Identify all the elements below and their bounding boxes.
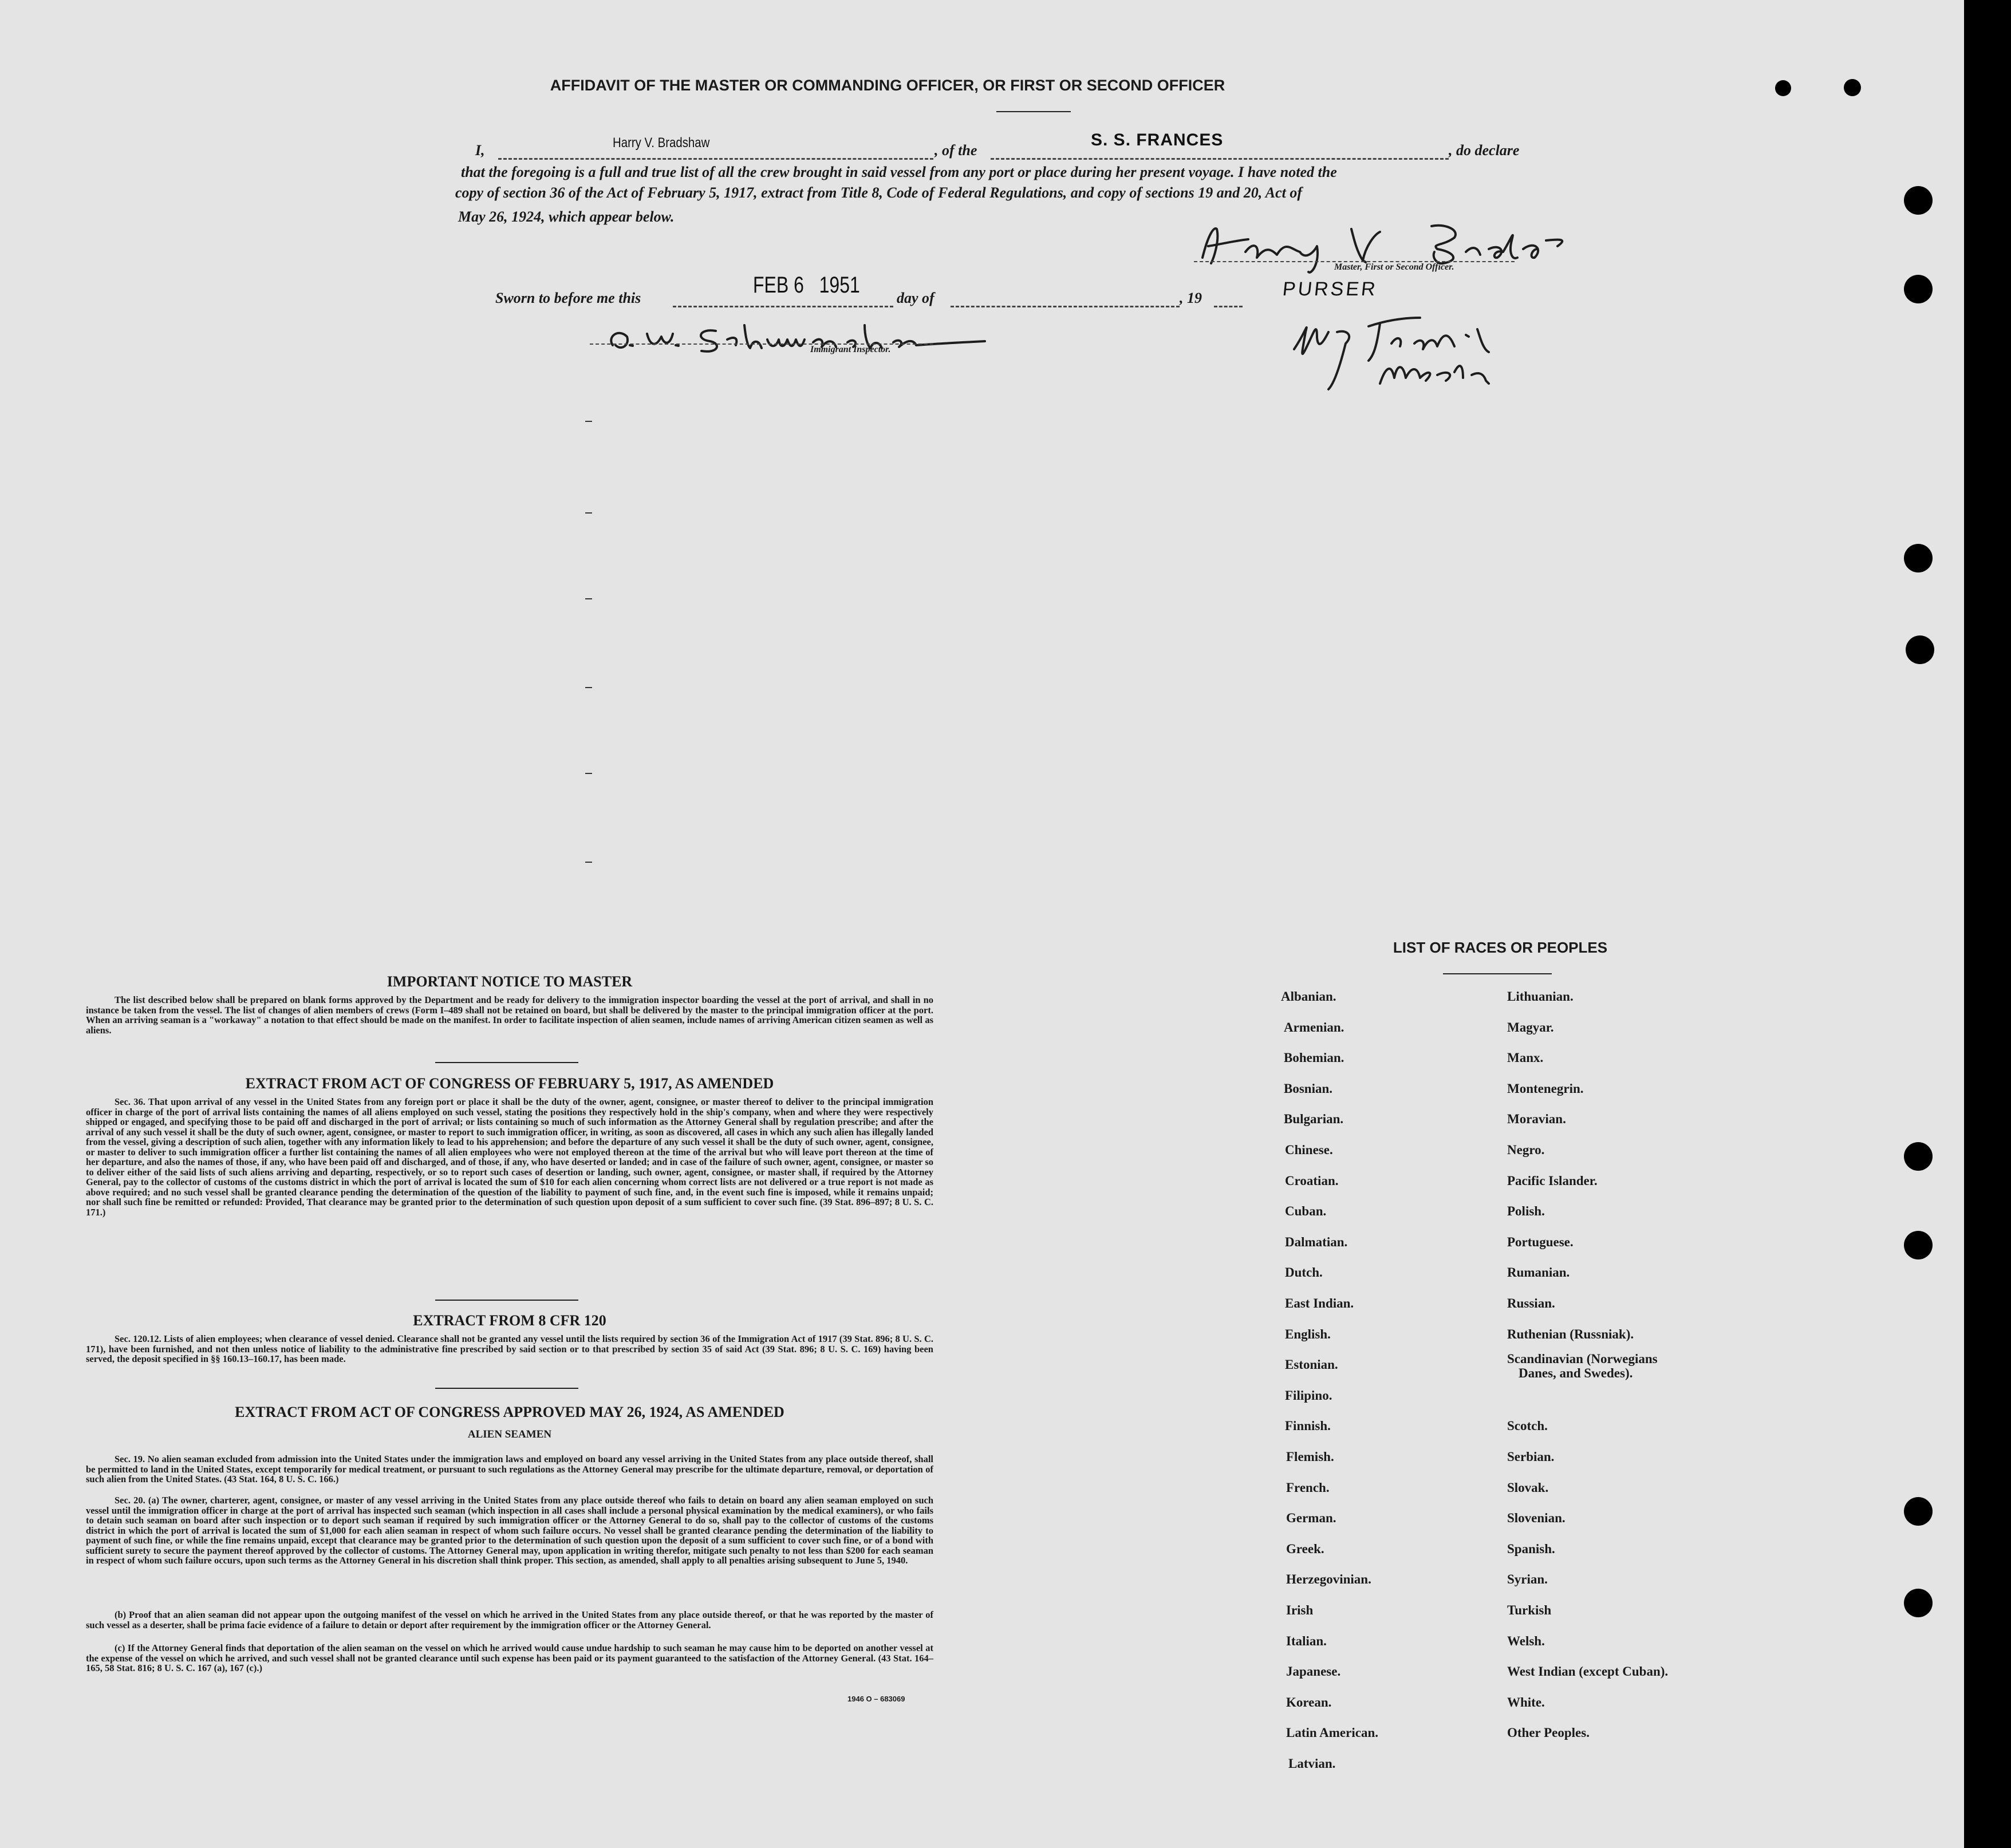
punch-hole <box>1904 1231 1933 1259</box>
master-name-value: Harry V. Bradshaw <box>613 135 710 151</box>
punch-hole <box>1904 544 1933 572</box>
race-item: White. <box>1507 1695 1545 1709</box>
affidavit-body-line2: copy of section 36 of the Act of February 5, 1917, extract from Title 8, Code of Federal Regulations, and copy of sections 19 and 20, Act of <box>455 184 1302 201</box>
vessel-name-value: S. S. FRANCES <box>1091 131 1224 149</box>
race-item: Chinese. <box>1285 1143 1333 1157</box>
race-item: West Indian (except Cuban). <box>1507 1664 1669 1679</box>
extract-1917-title: EXTRACT FROM ACT OF CONGRESS OF FEBRUARY 5, 1917, AS AMENDED <box>245 1075 774 1092</box>
race-item: Russian. <box>1507 1296 1555 1310</box>
inspector-caption: Immigrant Inspector. <box>810 345 891 354</box>
race-item: Italian. <box>1286 1633 1327 1648</box>
race-item: Scotch. <box>1507 1419 1548 1434</box>
extract-1924-sec20c: (c) If the Attorney General finds that deportation of the alien seaman on the vessel on which he arrived would cause undue hardship to such seaman he may cause him to be deported on another vessel at the expense of the vessel on which he arrived, and such vessel shall not be granted clearance until such expense has been paid or its payment guaranteed to the satisfaction of the Attorney General. (43 Stat. 164–165, 58 Stat. 816; 8 U. S. C. 167 (a), 167 (c).) <box>86 1642 933 1673</box>
extract-cfr-title: EXTRACT FROM 8 CFR 120 <box>413 1312 606 1329</box>
race-item: Welsh. <box>1507 1633 1545 1648</box>
guide-mark <box>585 773 592 774</box>
race-item: Slovenian. <box>1507 1511 1566 1526</box>
race-item: Slovak. <box>1507 1480 1549 1495</box>
section-rule <box>435 1388 578 1389</box>
race-item: Filipino. <box>1285 1388 1332 1403</box>
print-code: 1946 O – 683069 <box>847 1695 905 1703</box>
punch-hole <box>1904 1589 1933 1617</box>
extract-1924-sec20a: Sec. 20. (a) The owner, charterer, agent, consignee, or master of any vessel arriving in the United States from any place outside thereof who fails to detain on board any alien seaman employed on such vessel until the immigration officer in charge at the port of arrival has inspected such seaman (which inspection in all cases shall include a personal physical examination by the medical examiners), or who fails to detain such seaman on board after such inspection or to deport such seaman if required by such immigration officer or the Attorney General to do so, shall pay to the collector of customs of the customs district in which the port of arrival is located the sum of $1,000 for each alien seaman in respect of whom such failure occurs. No vessel shall be granted clearance pending the determination of the liability to payment of such fine, or while the fine remains unpaid, except that clearance may be granted prior to the determination of such question upon the deposit of a sum sufficient to cover such fine, or of a bond with sufficient surety to secure the payment thereof approved by the collector of customs. The Attorney General may, upon application in writing therefor, mitigate such penalty to not less than $200 for each seaman in respect of whom such failure occurs, upon such terms as the Attorney General in his discretion shall think proper. This section, as amended, shall apply to all penalties arising subsequent to June 5, 1940. <box>86 1495 933 1566</box>
race-item: Montenegrin. <box>1507 1081 1584 1096</box>
race-item: Serbian. <box>1507 1450 1555 1464</box>
race-item: Ruthenian (Russniak). <box>1507 1326 1634 1341</box>
extract-1924-sec19: Sec. 19. No alien seaman excluded from admission into the United States under the immigration laws and employed on board any vessel arriving in the United States from any place outside thereof, shall be permitted to land in the United States, except temporarily for medical treatment, or pursuant to such regulations as the Attorney General may prescribe for the ultimate departure, removal, or deportation of such alien from the United States. (43 Stat. 164, 8 U. S. C. 166.) <box>86 1454 933 1484</box>
race-item: Other Peoples. <box>1507 1725 1590 1740</box>
race-item: German. <box>1286 1511 1336 1526</box>
race-item: Magyar. <box>1507 1020 1554 1034</box>
sworn-date-stamp: FEB 6 1951 <box>753 273 860 298</box>
extract-1917-text: Sec. 36. That upon arrival of any vessel in the United States from any foreign port or place it shall be the duty of the owner, agent, consignee, or master thereof to deliver to the principal immigration officer in charge of the port of arrival lists containing the names of all aliens employed on such vessel, stating the positions they respectively hold in the ship's company, when and where they were respectively shipped or engaged, and specifying those to be paid off and discharged in the port of arrival; or lists containing so much of such information as the Attorney General shall by regulation prescribe; and after the arrival of any such vessel it shall be the duty of such owner, agent, consignee, or master to report to such immigration officer, in writing, as soon as discovered, all cases in which any such alien has illegally landed from the vessel, giving a description of such alien, together with any information likely to lead to his apprehension; and before the departure of any such vessel it shall be the duty of such owner, agent, consignee, or master to deliver to such immigration officer a further list containing the names of all alien employees who were not employed thereon at the time of the arrival but who will leave port thereon at the time of her departure, and also the names of those, if any, who have been paid off and discharged, and of those, if any, who have deserted or landed; and in case of the failure of such owner, agent, consignee, or master so to deliver either of the said lists of such aliens arriving and departing, respectively, or so to report such cases of desertion or landing, such owner, agent, consignee, or master shall, if required by the Attorney General, pay to the collector of customs of the customs district in which the port of arrival is located the sum of $10 for each alien concerning whom correct lists are not delivered or a true report is not made as above required; and no such vessel shall be granted clearance pending the determination of the question of the liability to payment of such fine, and, in the event such fine is imposed, while it remains unpaid; nor shall such fine be remitted or refunded: Provided, That clearance may be granted prior to the determination of such question upon deposit of a sum sufficient to cover such fine. (39 Stat. 896–897; 8 U. S. C. 171.) <box>86 1096 933 1218</box>
title-rule <box>996 111 1071 112</box>
races-rule <box>1443 973 1552 974</box>
race-item: Herzegovinian. <box>1286 1572 1371 1587</box>
race-item: Latvian. <box>1288 1756 1336 1771</box>
race-item: Spanish. <box>1507 1541 1555 1556</box>
race-item: Rumanian. <box>1507 1265 1570 1280</box>
race-item: Greek. <box>1286 1541 1324 1556</box>
punch-hole <box>1904 275 1933 303</box>
race-item: Pacific Islander. <box>1507 1173 1598 1188</box>
extract-1924-sec20b: (b) Proof that an alien seaman did not appear upon the outgoing manifest of the vessel on which he arrived in the United States from any place outside thereof, or that he was reported by the master of such vessel as a deserter, shall be prima facie evidence of a failure to detain or deport after requirement by the immigration officer or the Attorney General. <box>86 1609 933 1630</box>
race-item: Syrian. <box>1507 1572 1548 1587</box>
race-item: Armenian. <box>1284 1020 1344 1034</box>
punch-hole <box>1904 1142 1933 1171</box>
race-item: Bosnian. <box>1284 1081 1333 1096</box>
race-item: French. <box>1286 1480 1330 1495</box>
race-item: Moravian. <box>1507 1112 1566 1127</box>
race-item: Latin American. <box>1286 1725 1378 1740</box>
notice-title: IMPORTANT NOTICE TO MASTER <box>387 973 633 990</box>
affidavit-body-line3: May 26, 1924, which appear below. <box>458 208 675 225</box>
inspector-signature <box>596 314 991 360</box>
race-item: Dalmatian. <box>1285 1234 1348 1249</box>
race-item: Japanese. <box>1286 1664 1341 1679</box>
races-title: LIST OF RACES OR PEOPLES <box>1393 939 1608 956</box>
day-of-label: day of <box>897 290 934 306</box>
master-signature <box>1283 298 1523 395</box>
guide-mark <box>585 512 592 514</box>
punch-hole <box>1906 635 1934 664</box>
year-label: , 19 <box>1180 290 1202 306</box>
race-item: Cuban. <box>1285 1204 1327 1219</box>
extract-1924-subtitle: ALIEN SEAMEN <box>467 1428 552 1440</box>
affidavit-title: AFFIDAVIT OF THE MASTER OR COMMANDING OFFICER, OR FIRST OR SECOND OFFICER <box>550 77 1225 94</box>
punch-hole-small <box>1775 80 1791 96</box>
race-item: Albanian. <box>1281 989 1336 1004</box>
race-item: Irish <box>1286 1603 1314 1617</box>
master-caption: Master, First or Second Officer. <box>1334 262 1454 272</box>
race-item: Finnish. <box>1285 1419 1331 1434</box>
extract-cfr-text: Sec. 120.12. Lists of alien employees; when clearance of vessel denied. Clearance shall not be granted any vessel until the lists required by section 36 of the Immigration Act of 1917 (39 Stat. 896; 8 U. S. C. 171), have been furnished, and not then unless notice of liability to the administrative fine prescribed by said section or to that prescribed by section 35 of said Act (39 Stat. 896; 8 U. S. C. 169) having been served, the deposit specified in §§ 160.13–160.17, has been made. <box>86 1333 933 1364</box>
race-item: Bohemian. <box>1284 1051 1344 1065</box>
affidavit-i-label: I, <box>475 142 485 159</box>
sworn-date-blank <box>673 306 893 307</box>
race-item: Manx. <box>1507 1051 1544 1065</box>
punch-hole <box>1904 186 1933 215</box>
race-item: Lithuanian. <box>1507 989 1574 1004</box>
do-declare-label: , do declare <box>1449 142 1520 159</box>
affidavit-body-line1: that the foregoing is a full and true list of all the crew brought in said vessel from any port or place during her present voyage. I have noted the <box>461 164 1337 180</box>
guide-mark <box>585 598 592 599</box>
extract-1924-title: EXTRACT FROM ACT OF CONGRESS APPROVED MAY 26, 1924, AS AMENDED <box>235 1404 784 1420</box>
race-item: Korean. <box>1286 1695 1332 1709</box>
race-item: Croatian. <box>1285 1173 1339 1188</box>
year-blank <box>1214 306 1243 307</box>
race-item: Bulgarian. <box>1284 1112 1344 1127</box>
guide-mark <box>585 421 592 422</box>
guide-mark <box>585 862 592 863</box>
of-the-label: , of the <box>934 142 977 159</box>
name-blank <box>498 158 933 160</box>
race-item: Flemish. <box>1286 1450 1334 1464</box>
race-item: Dutch. <box>1285 1265 1323 1280</box>
punch-hole <box>1904 1497 1933 1526</box>
race-item: Polish. <box>1507 1204 1545 1219</box>
purser-handwritten: PURSER <box>1281 278 1379 300</box>
race-item: East Indian. <box>1285 1296 1354 1310</box>
section-rule <box>435 1062 578 1063</box>
race-item: English. <box>1285 1326 1331 1341</box>
race-item: Negro. <box>1507 1143 1545 1157</box>
vessel-blank <box>991 158 1449 160</box>
section-rule <box>435 1300 578 1301</box>
punch-hole-small <box>1844 79 1861 96</box>
race-item: Portuguese. <box>1507 1234 1574 1249</box>
sworn-label: Sworn to before me this <box>495 290 641 306</box>
month-blank <box>951 306 1180 307</box>
guide-mark <box>585 687 592 688</box>
race-item: Estonian. <box>1285 1357 1338 1372</box>
race-item: Scandinavian (Norwegians Danes, and Swedes). <box>1507 1352 1658 1381</box>
race-item: Turkish <box>1507 1603 1552 1617</box>
notice-text: The list described below shall be prepared on blank forms approved by the Department and be ready for delivery to the immigration inspector boarding the vessel at the port of arrival, and shall in no instance be taken from the vessel. The list of changes of alien members of crews (Form I–489 shall not be retained on board, but shall be delivered by the master to the principal immigration officer at the port. When an arriving seaman is a "workaway" a notation to that effect should be made on the manifest. In order to facilitate inspection of alien seamen, include names of arriving American citizen seamen as well as aliens. <box>86 994 933 1036</box>
